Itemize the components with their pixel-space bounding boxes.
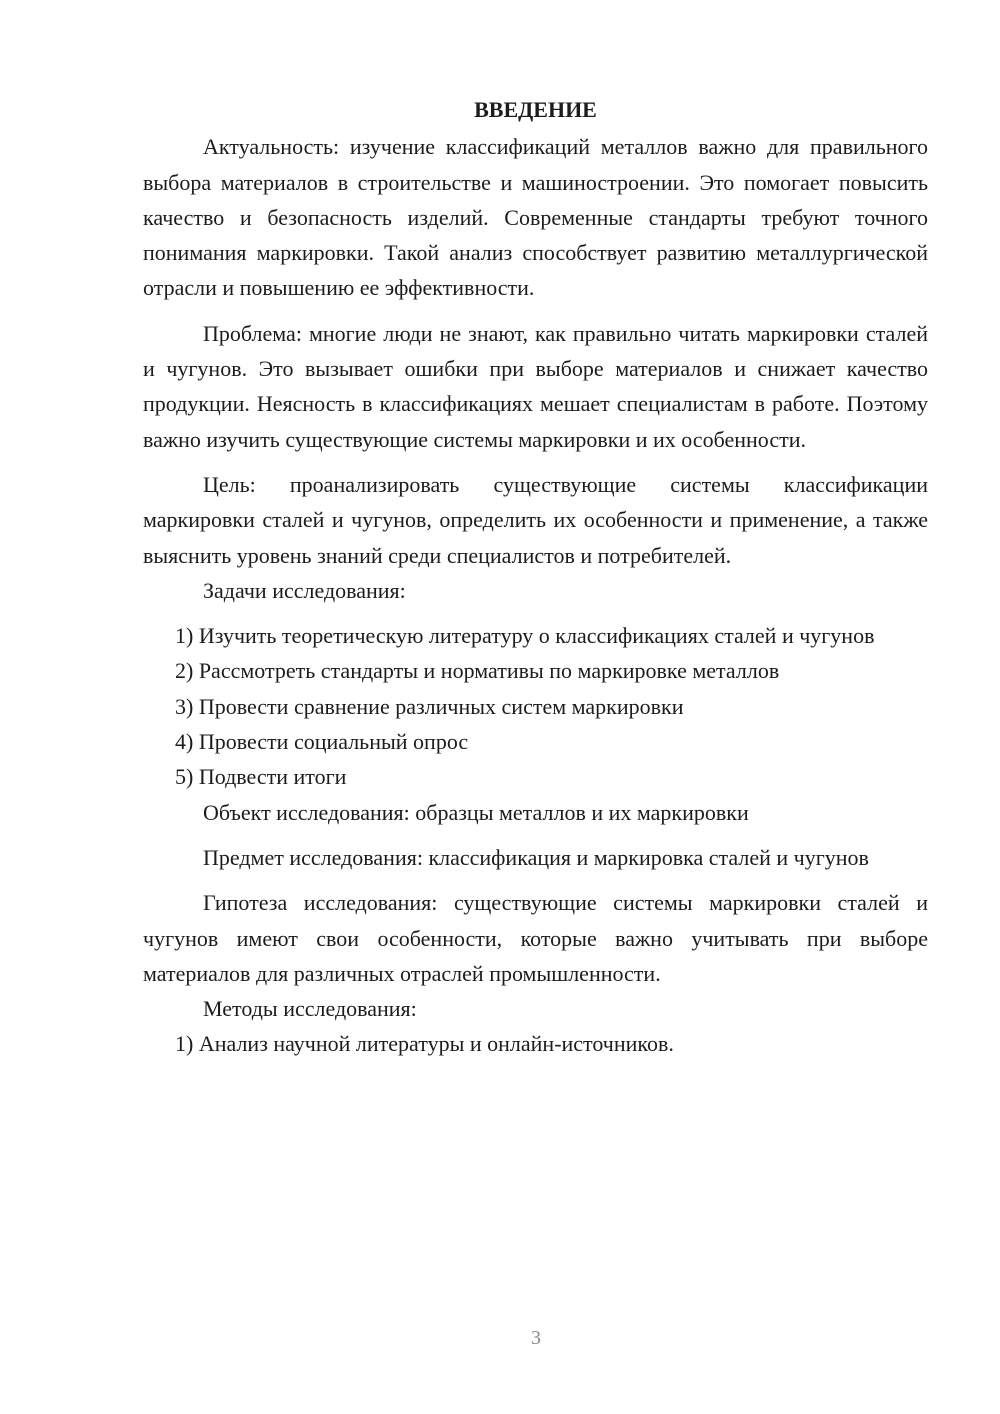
method-item-1: 1) Анализ научной литературы и онлайн-источников.	[175, 1031, 674, 1057]
tasks-heading: Задачи исследования:	[203, 577, 406, 603]
task-item-4: 4) Провести социальный опрос	[175, 729, 469, 755]
page-title: ВВЕДЕНИЕ	[474, 97, 597, 122]
task-item-2: 2) Рассмотреть стандарты и нормативы по маркировке металлов	[175, 658, 780, 684]
page-content	[143, 92, 928, 1062]
research-hypothesis: Гипотеза исследования: существующие системы маркировки сталей и чугунов имеют свои особенности, которые важно учитывать при выборе материалов для различных отраслей промышленности.	[143, 890, 928, 986]
page-number: 3	[531, 1327, 541, 1349]
task-item-3: 3) Провести сравнение различных систем маркировки	[175, 693, 684, 719]
paragraph-problem: Проблема: многие люди не знают, как правильно читать маркировки сталей и чугунов. Это вызывает ошибки при выборе материалов и снижает качество продукции. Неясность в классификациях мешает специалистам в работе. Поэтому важно изучить существующие системы маркировки и их особенности.	[143, 320, 928, 452]
methods-heading: Методы исследования:	[203, 996, 417, 1022]
paragraph-goal: Цель: проанализировать существующие системы классификации маркировки сталей и чугунов, определить их особенности и применение, а также выяснить уровень знаний среди специалистов и потребителей.	[143, 471, 928, 568]
research-object: Объект исследования: образцы металлов и их маркировки	[203, 799, 749, 825]
task-item-5: 5) Подвести итоги	[175, 764, 347, 790]
task-item-1: 1) Изучить теоретическую литературу о классификациях сталей и чугунов	[175, 623, 875, 649]
research-subject: Предмет исследования: классификация и маркировка сталей и чугунов	[203, 844, 869, 870]
paragraph-relevance: Актуальность: изучение классификаций металлов важно для правильного выбора материалов в строительстве и машиностроении. Это помогает повысить качество и безопасность изделий. Современные стандарты требуют точного понимания маркировки. Такой анализ способствует развитию металлургической отрасли и повышению ее эффективности.	[143, 134, 928, 301]
